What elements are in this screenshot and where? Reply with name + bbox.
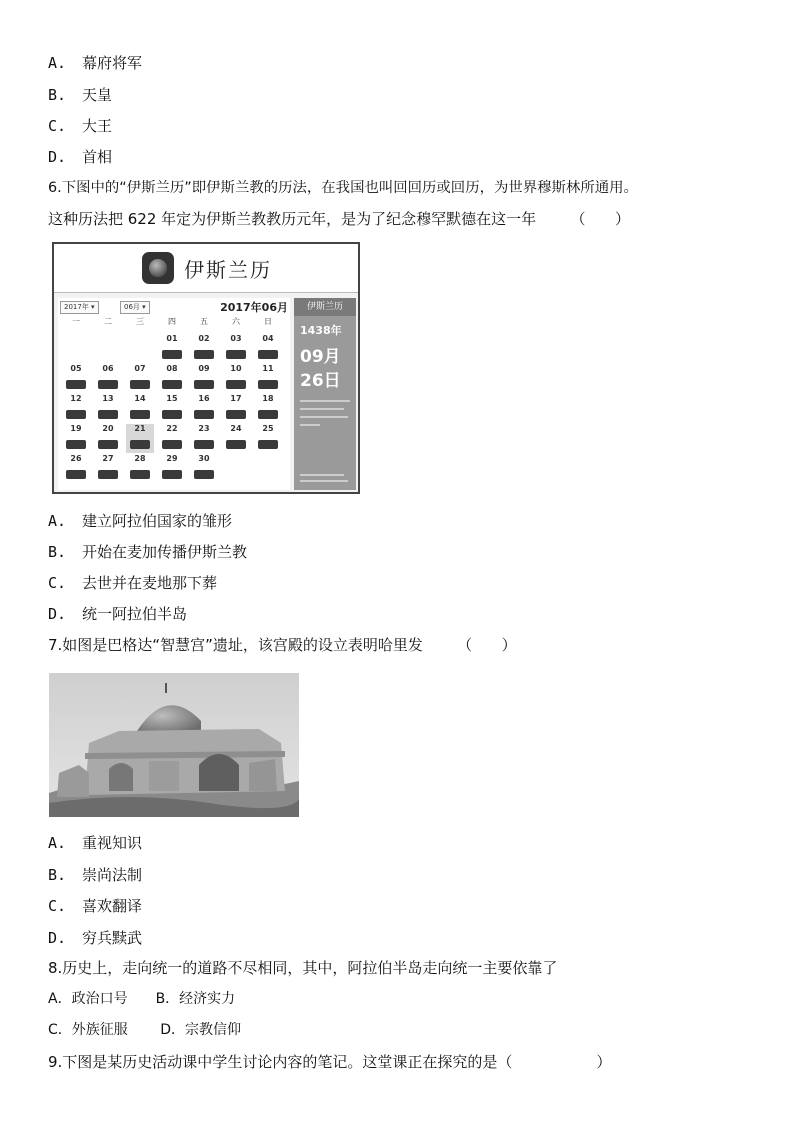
option-text: 幕府将军: [82, 54, 143, 72]
day-number: 22: [166, 424, 178, 433]
calendar-day: [190, 424, 218, 453]
day-number: 29: [166, 454, 178, 463]
paren-close: ）: [501, 636, 517, 654]
option-text: 建立阿拉伯国家的雏形: [82, 512, 233, 530]
calendar-day: [158, 424, 186, 453]
day-number: 24: [230, 424, 242, 433]
hijri-day-badge: [66, 470, 86, 479]
option-letter: D.: [48, 148, 67, 166]
option-letter: A.: [48, 512, 67, 530]
house-of-wisdom-ruins-photo: [49, 673, 299, 817]
day-number: 10: [230, 364, 242, 373]
day-number: 28: [134, 454, 146, 463]
month-heading: 2017年06月: [220, 301, 288, 314]
calendar-header: [54, 244, 358, 293]
side-blurred-line: [300, 474, 344, 476]
q6-option-c: [48, 573, 217, 593]
hijri-day-badge: [98, 470, 118, 479]
hijri-day-badge: [194, 380, 214, 389]
day-number: 14: [134, 394, 146, 403]
side-title: 伊斯兰历: [294, 298, 356, 316]
day-number: 16: [198, 394, 210, 403]
hijri-day-badge: [258, 350, 278, 359]
calendar-day: [158, 454, 186, 483]
calendar-day: [222, 364, 250, 393]
calendar-day: [254, 364, 282, 393]
q5-option-b: [48, 85, 112, 105]
q7-option-a: [48, 833, 142, 853]
hijri-day-badge: [226, 380, 246, 389]
q6-stem-line2: [48, 209, 630, 229]
weekday-label: 日: [264, 317, 272, 326]
hijri-day-badge: [66, 380, 86, 389]
calendar-day: [222, 334, 250, 363]
day-number: 05: [70, 364, 82, 373]
q6-option-d: [48, 604, 187, 624]
side-blurred-line: [300, 480, 348, 482]
answer-blank: [541, 209, 615, 229]
month-select: 06月 ▾: [120, 301, 150, 314]
calendar-day: [126, 364, 154, 393]
q7-stem-text: 7.如图是巴格达“智慧宫”遗址，该宫殿的设立表明哈里发: [48, 636, 423, 654]
day-number: 26: [70, 454, 82, 463]
calendar-day: [158, 394, 186, 423]
side-blurred-line: [300, 408, 344, 410]
calendar-day: [222, 424, 250, 453]
day-number: 12: [70, 394, 82, 403]
day-number: 08: [166, 364, 178, 373]
year-select: 2017年 ▾: [60, 301, 99, 314]
hijri-day-badge: [162, 410, 182, 419]
side-blurred-line: [300, 424, 320, 426]
calendar-day: [94, 424, 122, 453]
day-number: 11: [262, 364, 274, 373]
hijri-day-badge: [162, 350, 182, 359]
option-text: 重视知识: [82, 834, 143, 852]
day-number: 21: [134, 424, 146, 433]
calendar-day: [126, 454, 154, 483]
day-number: 23: [198, 424, 210, 433]
calendar-side-panel: [294, 298, 356, 490]
calendar-day: [254, 334, 282, 363]
calendar-title: 伊斯兰历: [184, 258, 272, 282]
weekday-label: 三: [136, 317, 144, 326]
calendar-day: [126, 394, 154, 423]
hijri-day-badge: [226, 410, 246, 419]
calendar-day: [62, 424, 90, 453]
day-number: 20: [102, 424, 114, 433]
q9-stem-text: 9.下图是某历史活动课中学生讨论内容的笔记。这堂课正在探究的是（: [48, 1053, 513, 1071]
option-text: 首相: [82, 148, 113, 166]
calendar-day: [94, 364, 122, 393]
calendar-day: [190, 334, 218, 363]
calendar-day: [94, 454, 122, 483]
q7-option-c: [48, 896, 142, 916]
hijri-day-badge: [130, 380, 150, 389]
day-number: 13: [102, 394, 114, 403]
side-blurred-line: [300, 416, 348, 418]
q6-option-a: [48, 511, 232, 531]
hijri-day-badge: [66, 410, 86, 419]
side-day: 26日: [300, 371, 341, 391]
option-letter: C.: [48, 117, 67, 135]
option-letter: D.: [48, 929, 67, 947]
day-number: 07: [134, 364, 146, 373]
day-number: 09: [198, 364, 210, 373]
hijri-day-badge: [66, 440, 86, 449]
q5-option-a: [48, 53, 142, 73]
hijri-day-badge: [194, 470, 214, 479]
calendar-day: [158, 364, 186, 393]
option-text: 开始在麦加传播伊斯兰教: [82, 543, 248, 561]
option-letter: D.: [48, 605, 67, 623]
islamic-calendar-figure: [52, 242, 360, 494]
answer-blank: [428, 635, 502, 655]
weekday-label: 四: [168, 317, 176, 326]
calendar-day: [222, 394, 250, 423]
side-blurred-line: [300, 400, 350, 402]
option-letter: B.: [48, 86, 67, 104]
hijri-day-badge: [130, 410, 150, 419]
option-text: 天皇: [82, 86, 113, 104]
weekday-label: 六: [232, 317, 240, 326]
option-letter: C.: [48, 574, 67, 592]
paren-open: （: [570, 210, 586, 228]
hijri-day-badge: [194, 440, 214, 449]
day-number: 02: [198, 334, 210, 343]
hijri-day-badge: [258, 380, 278, 389]
calendar-day: [158, 334, 186, 363]
hijri-day-badge: [98, 440, 118, 449]
weekday-label: 五: [200, 317, 208, 326]
q8-stem: 8.历史上，走向统一的道路不尽相同，其中，阿拉伯半岛走向统一主要依靠了: [48, 959, 558, 977]
day-number: 06: [102, 364, 114, 373]
paren-close: ）: [614, 210, 630, 228]
q8-options-row1: A．政治口号 B．经济实力: [48, 991, 236, 1007]
q8-options-row2: C．外族征服 D．宗教信仰: [48, 1022, 242, 1038]
day-number: 30: [198, 454, 210, 463]
option-text: 去世并在麦地那下葬: [82, 574, 218, 592]
calendar-grid: [58, 298, 290, 490]
option-letter: A.: [48, 834, 67, 852]
hijri-day-badge: [258, 440, 278, 449]
option-text: 统一阿拉伯半岛: [82, 605, 188, 623]
option-letter: C.: [48, 897, 67, 915]
calendar-day: [254, 424, 282, 453]
hijri-day-badge: [194, 350, 214, 359]
side-year: 1438年: [300, 324, 342, 337]
calendar-day: [190, 394, 218, 423]
option-text: 大王: [82, 117, 113, 135]
q5-option-c: [48, 116, 112, 136]
q9-stem: [48, 1052, 611, 1072]
hijri-day-badge: [226, 440, 246, 449]
q7-stem: [48, 635, 517, 655]
day-number: 15: [166, 394, 178, 403]
hijri-day-badge: [130, 440, 150, 449]
calendar-day: [190, 454, 218, 483]
day-number: 04: [262, 334, 274, 343]
calendar-day: [94, 394, 122, 423]
hijri-day-badge: [98, 410, 118, 419]
day-number: 18: [262, 394, 274, 403]
calendar-day: [62, 454, 90, 483]
calendar-day: [254, 394, 282, 423]
day-number: 03: [230, 334, 242, 343]
q6-option-b: [48, 542, 247, 562]
day-number: 25: [262, 424, 274, 433]
option-text: 穷兵黩武: [82, 929, 143, 947]
hijri-day-badge: [194, 410, 214, 419]
hijri-day-badge: [258, 410, 278, 419]
calendar-day: [62, 394, 90, 423]
side-month: 09月: [300, 347, 341, 367]
calendar-day: [62, 364, 90, 393]
weekday-label: 二: [104, 317, 112, 326]
q6-stem-line1: 6.下图中的“伊斯兰历”即伊斯兰教的历法，在我国也叫回回历或回历，为世界穆斯林所通用。: [48, 180, 638, 196]
option-letter: B.: [48, 866, 67, 884]
hijri-day-badge: [226, 350, 246, 359]
weekday-label: 一: [72, 317, 80, 326]
day-number: 01: [166, 334, 178, 343]
q7-option-b: [48, 865, 142, 885]
calendar-day: [126, 424, 154, 453]
option-text: 喜欢翻译: [82, 897, 143, 915]
day-number: 19: [70, 424, 82, 433]
q7-option-d: [48, 928, 142, 948]
option-letter: B.: [48, 543, 67, 561]
day-number: 17: [230, 394, 242, 403]
hijri-day-badge: [162, 380, 182, 389]
option-text: 崇尚法制: [82, 866, 143, 884]
option-letter: A.: [48, 54, 67, 72]
paren-close: ）: [596, 1053, 612, 1071]
hijri-day-badge: [98, 380, 118, 389]
hijri-day-badge: [162, 440, 182, 449]
q5-option-d: [48, 147, 112, 167]
calendar-app-icon: [142, 252, 174, 284]
q6-stem-text: 这种历法把 622 年定为伊斯兰教教历元年，是为了纪念穆罕默德在这一年: [48, 210, 537, 228]
ruins-illustration: [49, 673, 299, 817]
hijri-day-badge: [162, 470, 182, 479]
day-number: 27: [102, 454, 114, 463]
hijri-day-badge: [130, 470, 150, 479]
paren-open: （: [457, 636, 473, 654]
calendar-day: [190, 364, 218, 393]
